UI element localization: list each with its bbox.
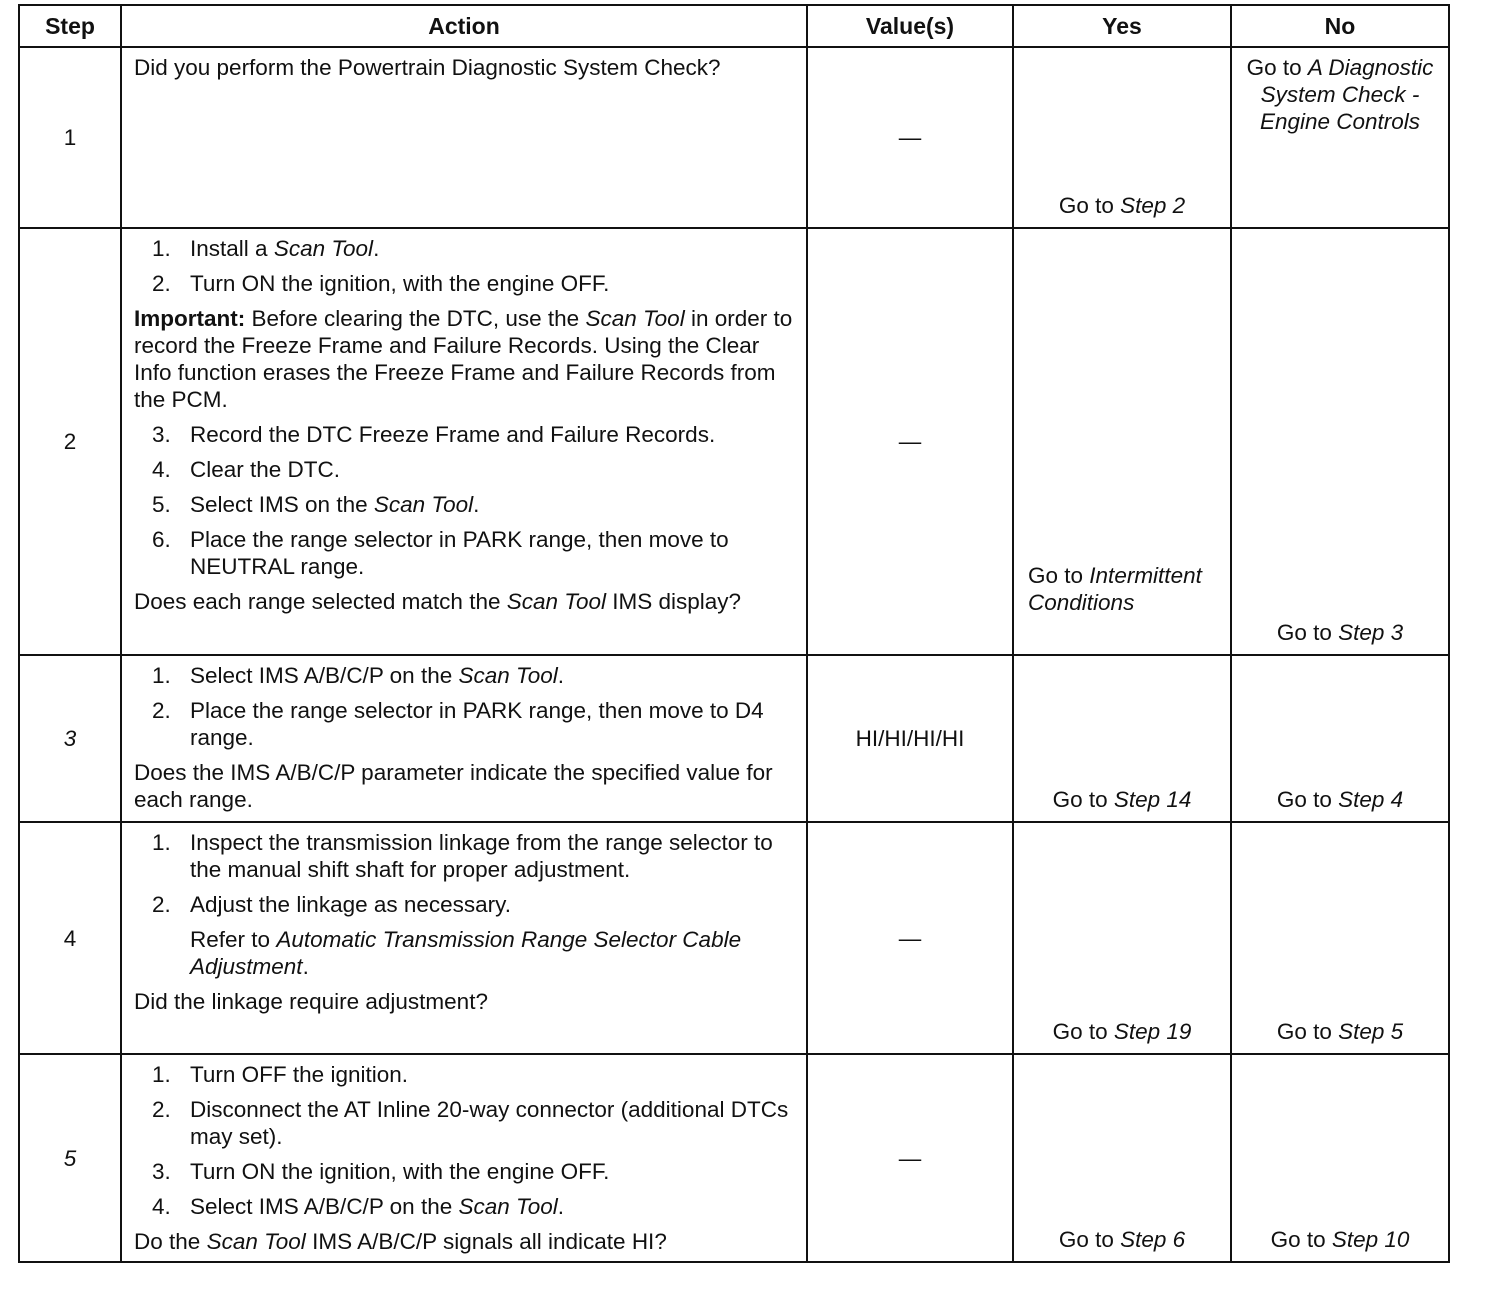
yes-cell (1013, 228, 1231, 655)
no-link[interactable]: Go to Step 3 (1276, 620, 1404, 645)
action-steps-list (134, 662, 798, 751)
header-row (19, 5, 1449, 47)
no-link[interactable]: Go to A Diagnostic System Check - Engine Controls (1246, 55, 1434, 134)
action-steps-list (134, 235, 798, 297)
no-cell (1231, 655, 1449, 822)
header-values: Value(s) (807, 5, 1013, 47)
list-item: 2. Turn ON the ignition, with the engine OFF. (152, 271, 610, 296)
list-item: 2. Place the range selector in PARK range, then move to D4 range. (152, 698, 764, 750)
diagnostic-table-document (18, 4, 1448, 1263)
important-note: Important: Before clearing the DTC, use the Scan Tool in order to record the Freeze Frame and Failure Records. Using the Clear Info function erases the Freeze Frame and Failure Records from the PCM. (134, 306, 793, 412)
list-item: 4. Select IMS A/B/C/P on the Scan Tool. (152, 1194, 565, 1219)
action-question: Did you perform the Powertrain Diagnostic System Check? (134, 55, 721, 80)
yes-cell (1013, 47, 1231, 228)
action-cell (121, 47, 807, 228)
list-item: 1. Select IMS A/B/C/P on the Scan Tool. (152, 663, 565, 688)
yes-link[interactable]: Go to Step 19 (1052, 1019, 1192, 1044)
value-cell: — (807, 228, 1013, 655)
action-question: Does the IMS A/B/C/P parameter indicate the specified value for each range. (134, 760, 773, 812)
no-cell (1231, 47, 1449, 228)
yes-cell (1013, 1054, 1231, 1262)
header-yes: Yes (1013, 5, 1231, 47)
yes-link[interactable]: Go to Step 14 (1052, 787, 1192, 812)
table-row-step-1 (19, 47, 1449, 228)
yes-link[interactable]: Go to Step 2 (1058, 193, 1186, 218)
value-cell: — (807, 47, 1013, 228)
action-question: Do the Scan Tool IMS A/B/C/P signals all indicate HI? (134, 1229, 667, 1254)
list-item: 3. Turn ON the ignition, with the engine OFF. (152, 1159, 610, 1184)
no-cell (1231, 228, 1449, 655)
step-number: 4 (19, 822, 121, 1054)
yes-cell (1013, 655, 1231, 822)
yes-link[interactable]: Go to Step 6 (1058, 1227, 1186, 1252)
value-cell: — (807, 822, 1013, 1054)
step-number: 5 (19, 1054, 121, 1262)
table-row-step-5 (19, 1054, 1449, 1262)
action-question: Did the linkage require adjustment? (134, 989, 488, 1014)
step-number: 3 (19, 655, 121, 822)
action-cell (121, 228, 807, 655)
list-item: 1. Inspect the transmission linkage from the range selector to the manual shift shaft for proper adjustment. (152, 830, 773, 882)
table-row-step-2 (19, 228, 1449, 655)
action-cell (121, 655, 807, 822)
value-cell: — (807, 1054, 1013, 1262)
diagnostic-table (18, 4, 1450, 1263)
refer-note: Refer to Automatic Transmission Range Selector Cable Adjustment. (190, 927, 742, 979)
yes-cell (1013, 822, 1231, 1054)
action-steps-list (134, 421, 798, 580)
step-number: 2 (19, 228, 121, 655)
list-item: 2. Disconnect the AT Inline 20-way connector (additional DTCs may set). (152, 1097, 789, 1149)
table-row-step-4 (19, 822, 1449, 1054)
value-cell: HI/HI/HI/HI (807, 655, 1013, 822)
list-item: 2. Adjust the linkage as necessary. (152, 892, 512, 917)
header-step: Step (19, 5, 121, 47)
no-link[interactable]: Go to Step 4 (1276, 787, 1404, 812)
no-cell (1231, 1054, 1449, 1262)
action-steps-list (134, 829, 798, 918)
yes-link[interactable]: Go to Intermittent Conditions (1028, 563, 1202, 615)
no-link[interactable]: Go to Step 5 (1276, 1019, 1404, 1044)
action-steps-list (134, 1061, 798, 1220)
no-cell (1231, 822, 1449, 1054)
action-cell (121, 1054, 807, 1262)
table-row-step-3 (19, 655, 1449, 822)
step-number: 1 (19, 47, 121, 228)
list-item: 4. Clear the DTC. (152, 457, 341, 482)
action-question: Does each range selected match the Scan Tool IMS display? (134, 589, 742, 614)
list-item: 5. Select IMS on the Scan Tool. (152, 492, 480, 517)
list-item: 6. Place the range selector in PARK range, then move to NEUTRAL range. (152, 527, 729, 579)
list-item: 3. Record the DTC Freeze Frame and Failure Records. (152, 422, 716, 447)
list-item: 1. Install a Scan Tool. (152, 236, 380, 261)
header-no: No (1231, 5, 1449, 47)
list-item: 1. Turn OFF the ignition. (152, 1062, 409, 1087)
no-link[interactable]: Go to Step 10 (1270, 1227, 1410, 1252)
action-cell (121, 822, 807, 1054)
header-action: Action (121, 5, 807, 47)
